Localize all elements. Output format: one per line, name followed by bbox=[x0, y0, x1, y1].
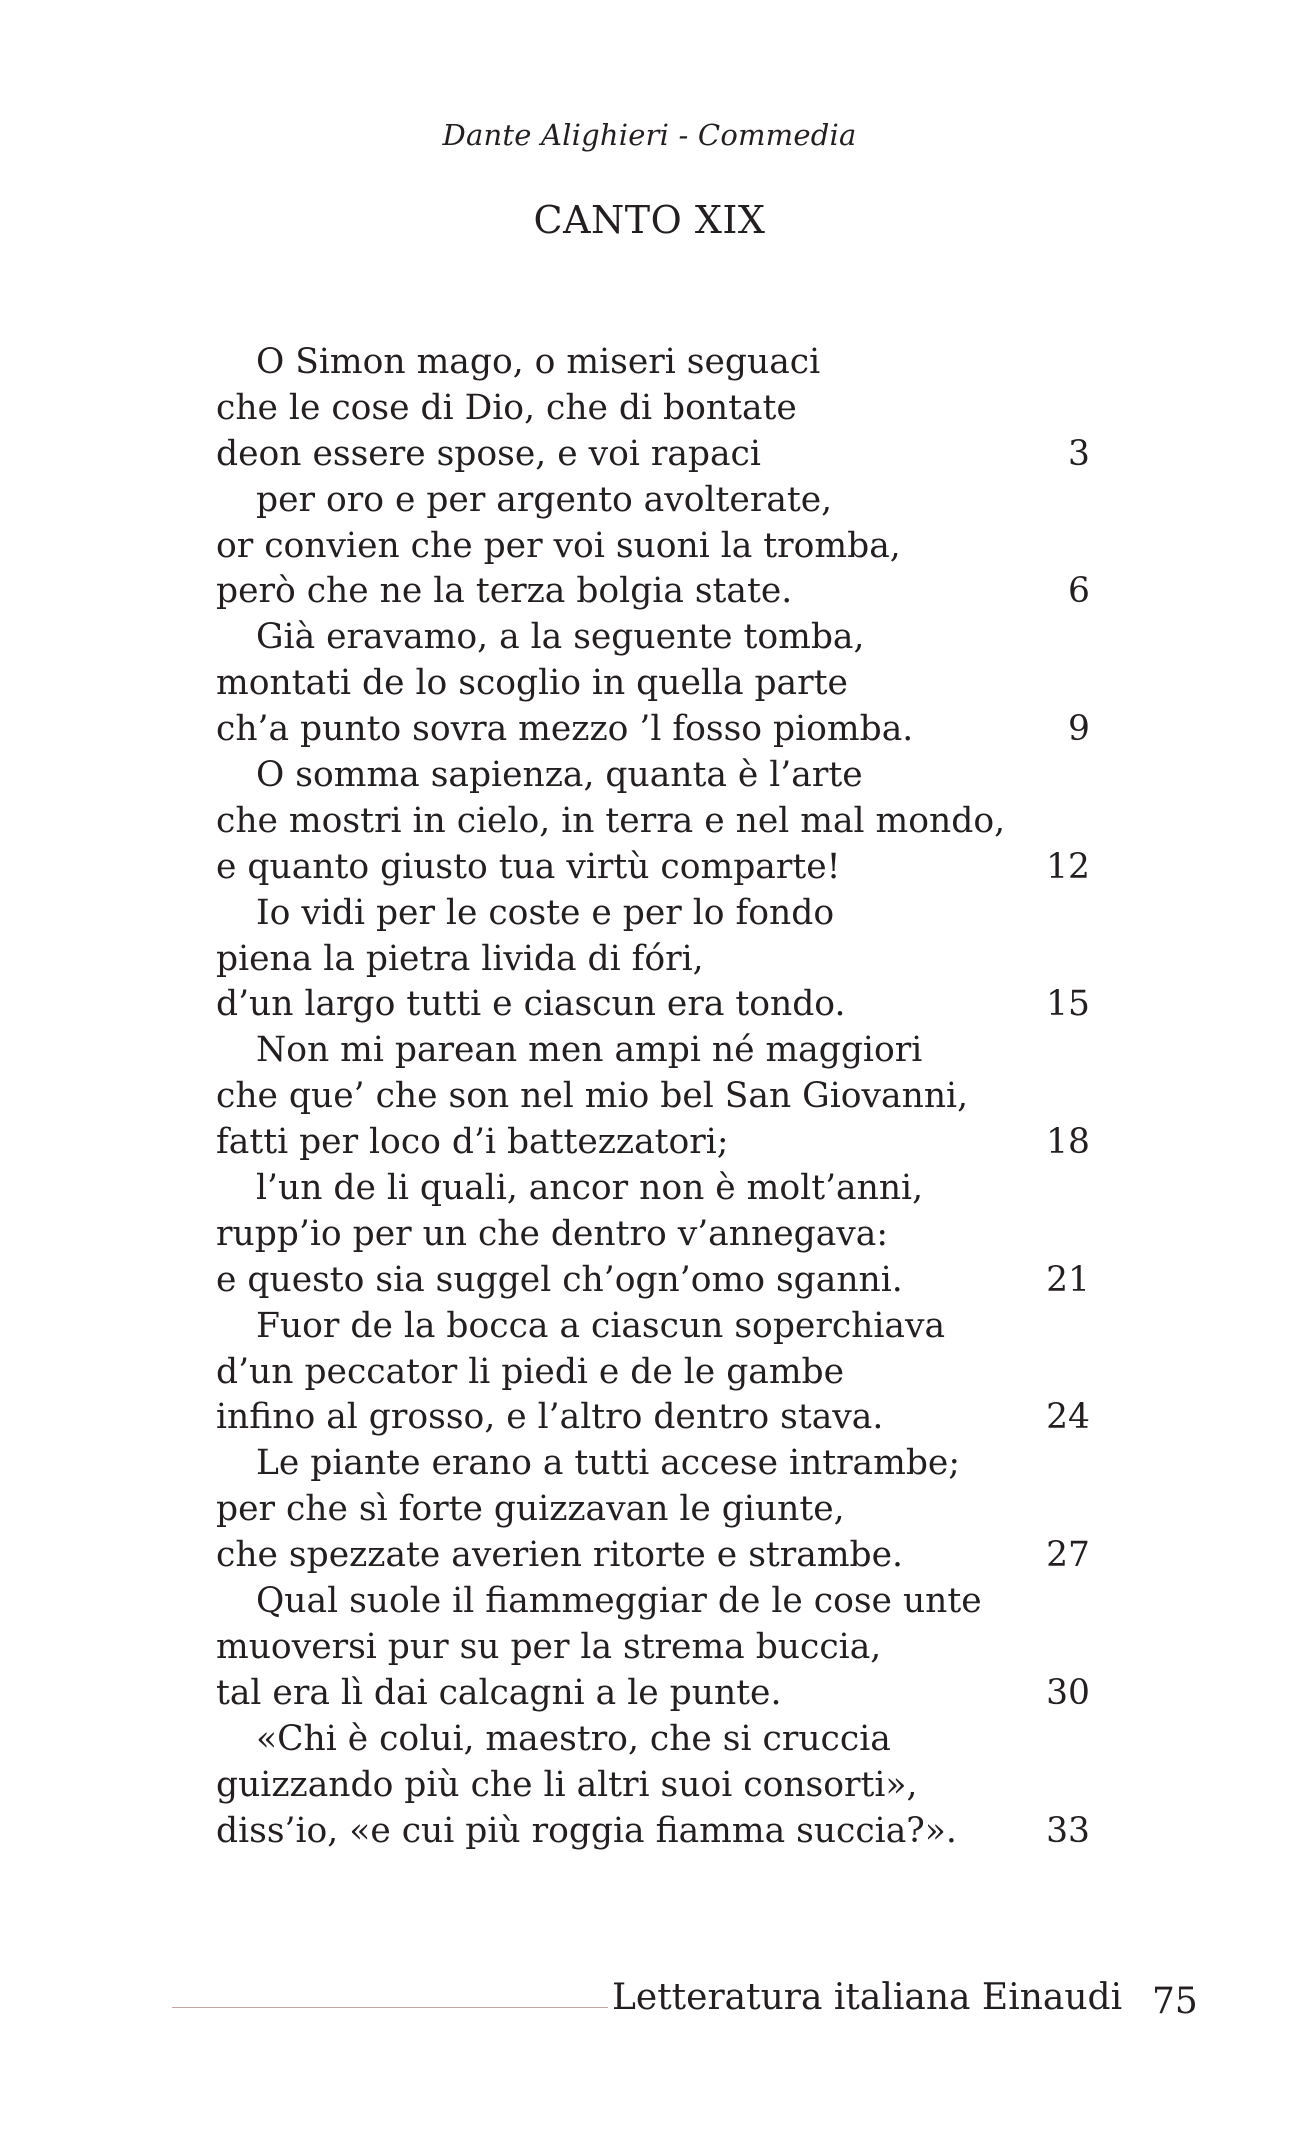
verse-text: muoversi pur su per la strema buccia, bbox=[216, 1626, 882, 1667]
verse-line bbox=[216, 615, 1090, 661]
verse-line bbox=[216, 799, 1090, 845]
page-number: 75 bbox=[1152, 1981, 1198, 2022]
verse-text: infino al grosso, e l’altro dentro stava. bbox=[216, 1397, 884, 1438]
verse-text: O somma sapienza, quanta è l’arte bbox=[256, 755, 863, 796]
verse-text: deon essere spose, e voi rapaci bbox=[216, 433, 761, 474]
verse-line bbox=[216, 340, 1090, 386]
verse-text: d’un peccator li piedi e de le gambe bbox=[216, 1351, 845, 1392]
verse-text: per oro e per argento avolterate, bbox=[256, 479, 833, 520]
verse-text: guizzando più che li altri suoi consorti», bbox=[216, 1764, 918, 1805]
verse-line bbox=[216, 1120, 1090, 1166]
verse-line bbox=[216, 661, 1090, 707]
verse-line bbox=[216, 1809, 1090, 1855]
verse-text: però che ne la terza bolgia state. bbox=[216, 571, 793, 612]
verse-line bbox=[216, 937, 1090, 983]
verse-line bbox=[216, 569, 1090, 615]
verse-line bbox=[216, 478, 1090, 524]
verse-line bbox=[216, 1441, 1090, 1487]
verse-text: tal era lì dai calcagni a le punte. bbox=[216, 1672, 782, 1713]
verse-line bbox=[216, 1717, 1090, 1763]
verse-line bbox=[216, 1487, 1090, 1533]
verse-line bbox=[216, 524, 1090, 570]
verse-text: che spezzate averien ritorte e strambe. bbox=[216, 1535, 904, 1576]
line-number: 24 bbox=[1046, 1397, 1090, 1438]
verse-text: diss’io, «e cui più roggia fiamma succia?». bbox=[216, 1810, 957, 1851]
verse-line bbox=[216, 891, 1090, 937]
verse-text: e questo sia suggel ch’ogn’omo sganni. bbox=[216, 1259, 903, 1300]
running-head: Dante Alighieri - Commedia bbox=[442, 118, 857, 152]
verse-text: piena la pietra livida di fóri, bbox=[216, 938, 704, 979]
verse-line bbox=[216, 1028, 1090, 1074]
verse-text: Non mi parean men ampi né maggiori bbox=[256, 1030, 923, 1071]
verse-line bbox=[216, 753, 1090, 799]
verse-line bbox=[216, 1395, 1090, 1441]
verse-text: d’un largo tutti e ciascun era tondo. bbox=[216, 984, 846, 1025]
verse-text: montati de lo scoglio in quella parte bbox=[216, 663, 848, 704]
line-number: 30 bbox=[1046, 1672, 1090, 1713]
verse-line bbox=[216, 1074, 1090, 1120]
verse-line bbox=[216, 1258, 1090, 1304]
verse-text: rupp’io per un che dentro v’annegava: bbox=[216, 1213, 888, 1254]
line-number: 33 bbox=[1046, 1810, 1090, 1851]
verse-line bbox=[216, 845, 1090, 891]
verse-text: per che sì forte guizzavan le giunte, bbox=[216, 1489, 845, 1530]
verse-text: che que’ che son nel mio bel San Giovanni, bbox=[216, 1076, 969, 1117]
verse-line bbox=[216, 432, 1090, 478]
verse-line bbox=[216, 1304, 1090, 1350]
verse-text: e quanto giusto tua virtù comparte! bbox=[216, 846, 841, 887]
verse-text: Fuor de la bocca a ciascun soperchiava bbox=[256, 1305, 946, 1346]
verse-line bbox=[216, 982, 1090, 1028]
line-number: 15 bbox=[1046, 984, 1090, 1025]
footer-rule bbox=[172, 2007, 608, 2008]
line-number: 18 bbox=[1046, 1122, 1090, 1163]
verse-text: fatti per loco d’i battezzatori; bbox=[216, 1122, 729, 1163]
verse-line bbox=[216, 386, 1090, 432]
verse-text: «Chi è colui, maestro, che si cruccia bbox=[256, 1718, 891, 1759]
verse-line bbox=[216, 1671, 1090, 1717]
verse-text: che mostri in cielo, in terra e nel mal mondo, bbox=[216, 800, 1006, 841]
verse-line bbox=[216, 1212, 1090, 1258]
verse-text: l’un de li quali, ancor non è molt’anni, bbox=[256, 1168, 924, 1209]
line-number: 12 bbox=[1046, 846, 1090, 887]
line-number: 9 bbox=[1068, 709, 1090, 750]
verse-text: O Simon mago, o miseri seguaci bbox=[256, 342, 821, 382]
verse-line bbox=[216, 1350, 1090, 1396]
verse-line bbox=[216, 1166, 1090, 1212]
line-number: 6 bbox=[1068, 571, 1090, 612]
verse-line bbox=[216, 707, 1090, 753]
verse-text: ch’a punto sovra mezzo ’l fosso piomba. bbox=[216, 709, 914, 750]
line-number: 27 bbox=[1046, 1535, 1090, 1576]
line-number: 3 bbox=[1068, 433, 1090, 474]
verse-text: Io vidi per le coste e per lo fondo bbox=[256, 892, 835, 933]
verse-text: Già eravamo, a la seguente tomba, bbox=[256, 617, 865, 658]
verse-line bbox=[216, 1763, 1090, 1809]
verse-text: che le cose di Dio, che di bontate bbox=[216, 387, 797, 428]
footer-publisher: Letteratura italiana Einaudi bbox=[612, 1977, 1123, 2018]
verse-text: Le piante erano a tutti accese intrambe; bbox=[256, 1443, 960, 1484]
verse-block bbox=[216, 340, 1090, 1854]
line-number: 21 bbox=[1046, 1259, 1090, 1300]
verse-line bbox=[216, 1625, 1090, 1671]
canto-title: CANTO XIX bbox=[533, 198, 766, 242]
verse-text: Qual suole il fiammeggiar de le cose unte bbox=[256, 1581, 982, 1622]
verse-text: or convien che per voi suoni la tromba, bbox=[216, 525, 901, 566]
verse-line bbox=[216, 1579, 1090, 1625]
verse-line bbox=[216, 1533, 1090, 1579]
